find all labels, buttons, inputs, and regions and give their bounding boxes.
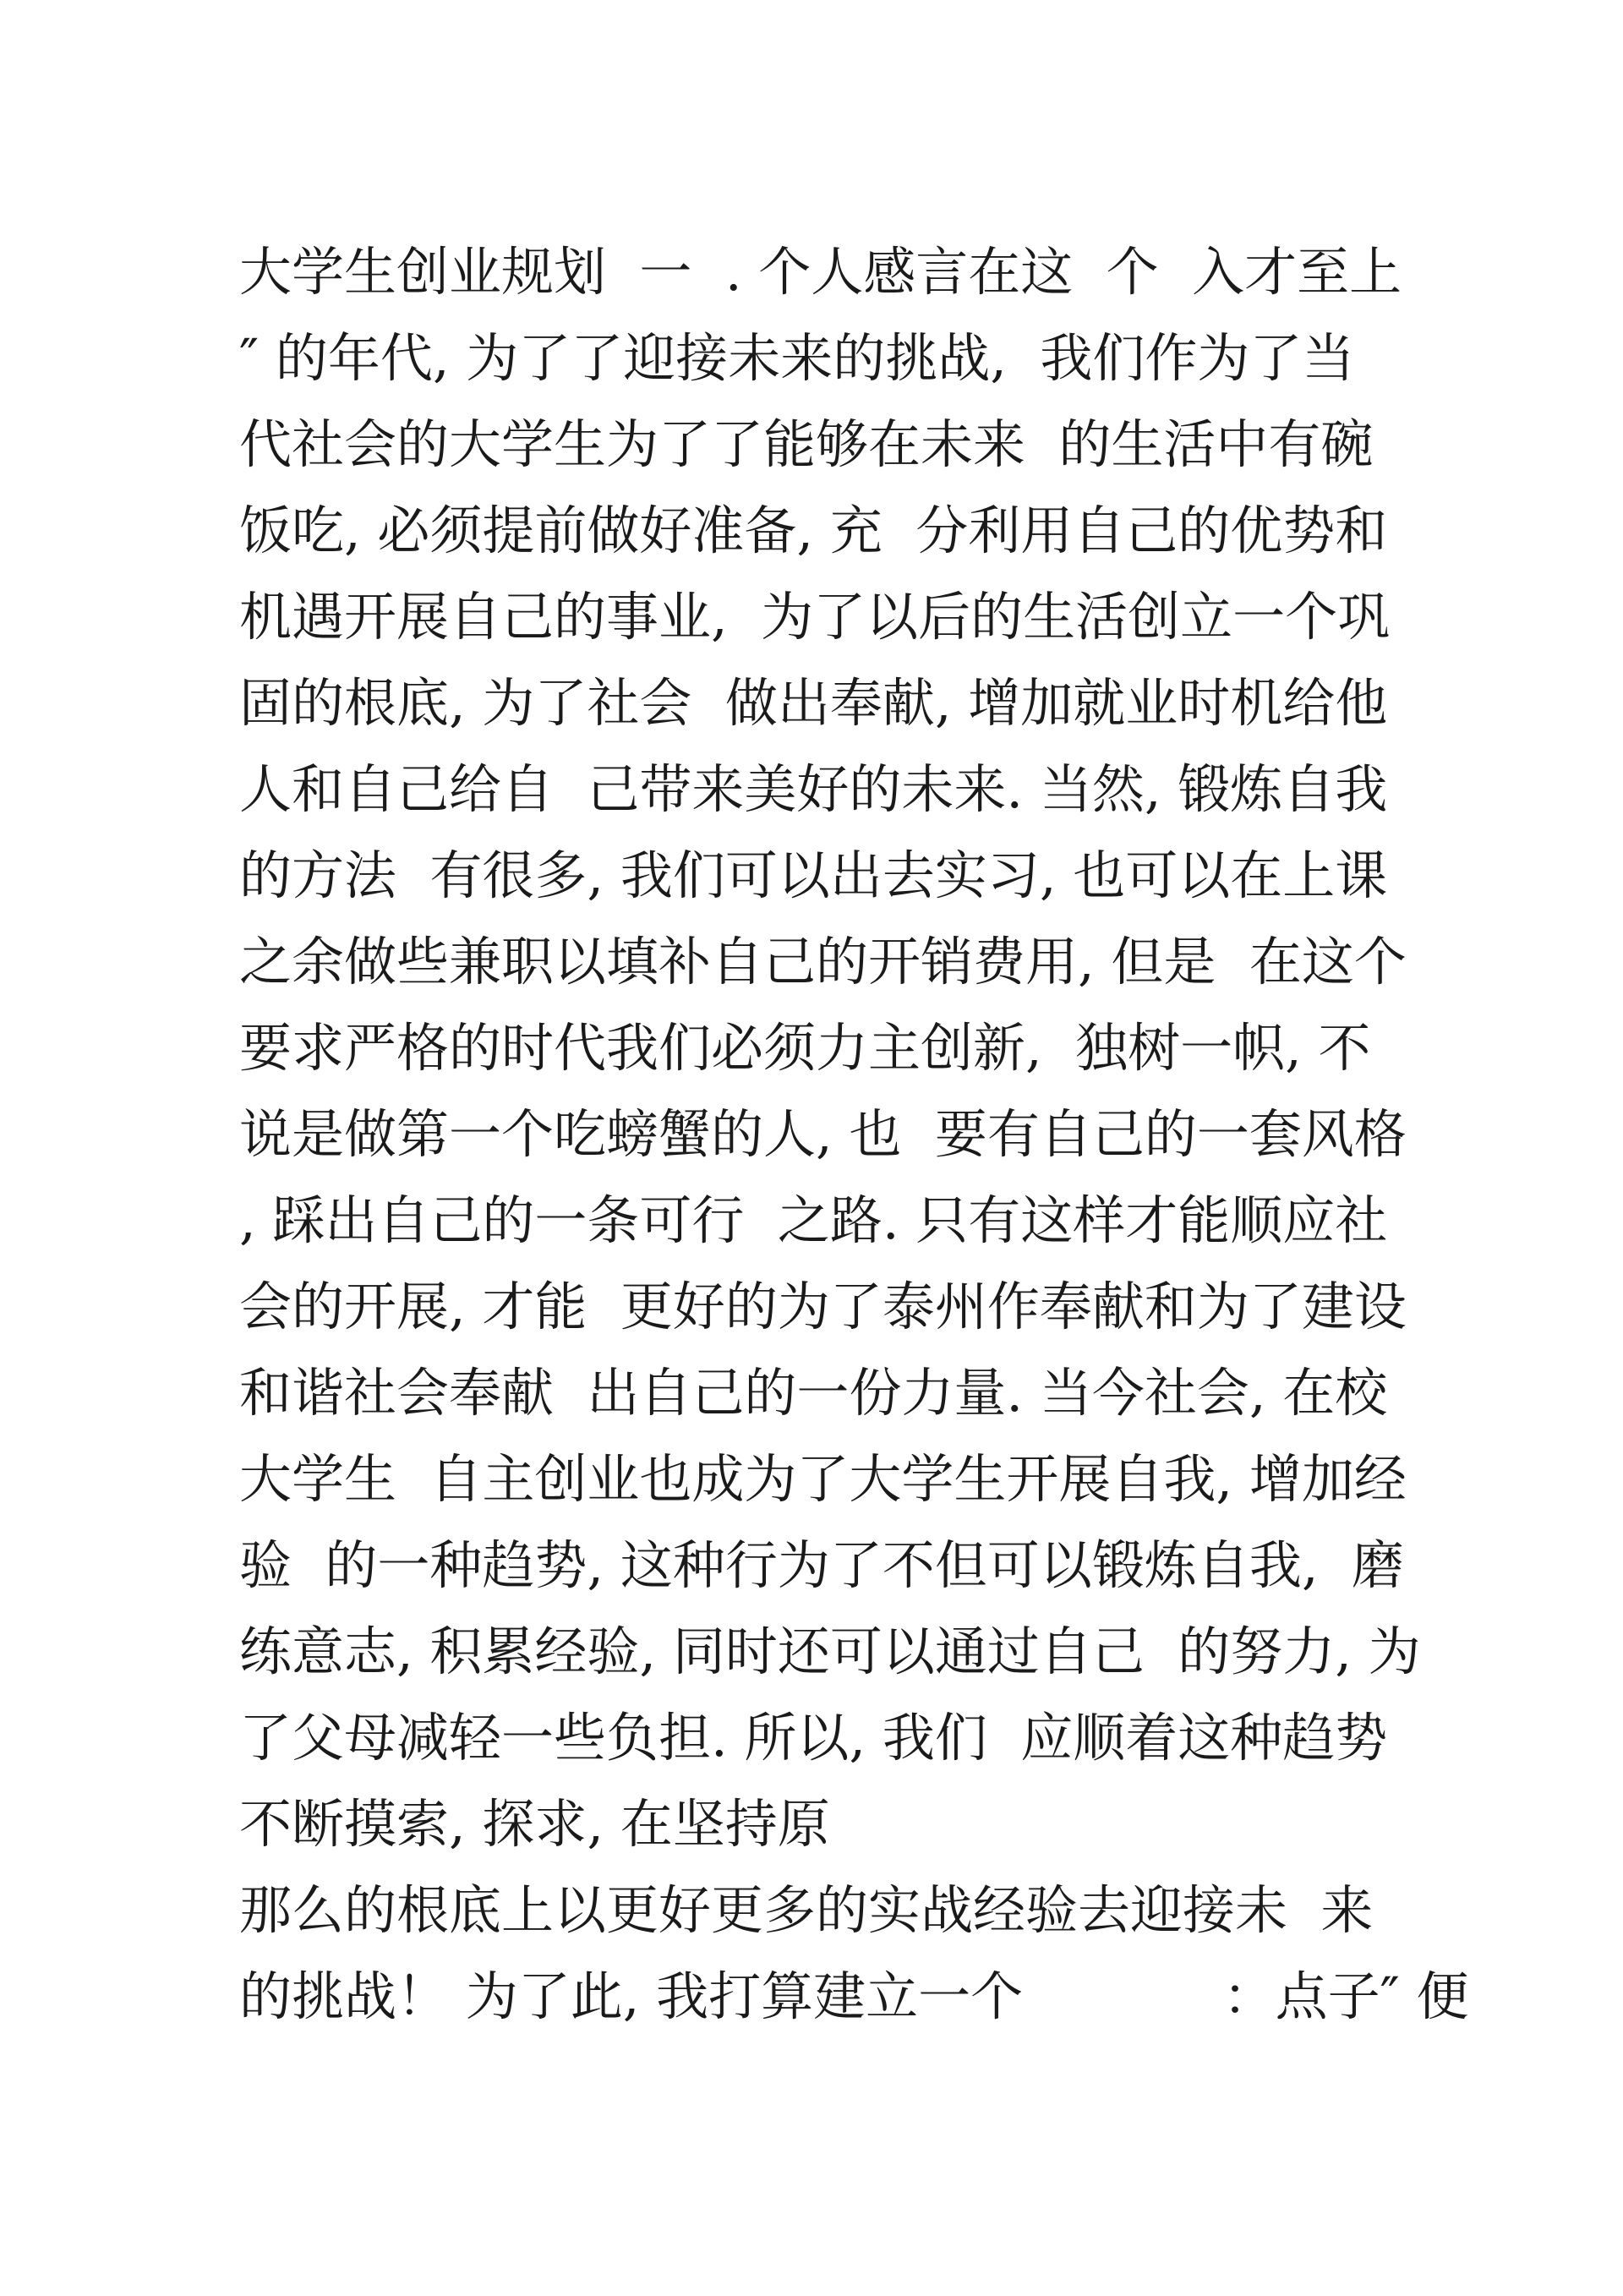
text-line: 和谐社会奉献 出自己的一份力量. 当今社会, 在校 <box>239 1362 1388 1424</box>
text-line: 固的根底, 为了社会 做出奉献, 增加就业时机给他 <box>239 672 1388 734</box>
text-line: 的挑战！ 为了此, 我打算建立一个 ：点子″ 便 <box>239 1965 1469 2027</box>
text-line: 要求严格的时代我们必须力主创新, 独树一帜, 不 <box>239 1017 1371 1079</box>
text-line: 之余做些兼职以填补自己的开销费用, 但是 在这个 <box>239 931 1407 992</box>
text-line: 人和自己给自 己带来美好的未来. 当然, 锻炼自我 <box>239 758 1388 820</box>
text-line: 机遇开展自己的事业, 为了以后的生活创立一个巩 <box>239 586 1391 648</box>
text-line: ″ 的年代, 为了了迎接未来的挑战, 我们作为了当 <box>239 327 1355 389</box>
text-line: 大学生创业规划 一 . 个人感言在这 个 入才至上 <box>239 241 1402 303</box>
text-line: 验 的一种趋势, 这种行为了不但可以锻炼自我, 磨 <box>239 1534 1404 1596</box>
text-line: 大学生 自主创业也成为了大学生开展自我, 增加经 <box>239 1448 1407 1510</box>
text-line: 会的开展, 才能 更好的为了泰州作奉献和为了建设 <box>239 1276 1407 1337</box>
text-line: 了父母减轻一些负担. 所以, 我们 应顺着这种趋势 <box>239 1707 1388 1768</box>
text-line: 饭吃, 必须提前做好准备, 充 分利用自己的优势和 <box>239 500 1388 561</box>
text-line: 代社会的大学生为了了能够在未来 的生活中有碗 <box>239 413 1374 475</box>
text-line: 说是做第一个吃螃蟹的人, 也 要有自己的一套风格 <box>239 1103 1407 1165</box>
text-line: 的方法 有很多, 我们可以出去实习, 也可以在上课 <box>239 845 1388 906</box>
text-line: 不断摸索, 探求, 在坚持原 <box>239 1793 830 1855</box>
text-line: 那么的根底上以更好更多的实战经验去迎接未 来 <box>239 1879 1374 1941</box>
text-line: , 踩出自己的一条可行 之路. 只有这样才能顺应社 <box>239 1189 1388 1251</box>
text-line: 练意志, 积累经验, 同时还可以通过自己 的努力, 为 <box>239 1621 1421 1682</box>
